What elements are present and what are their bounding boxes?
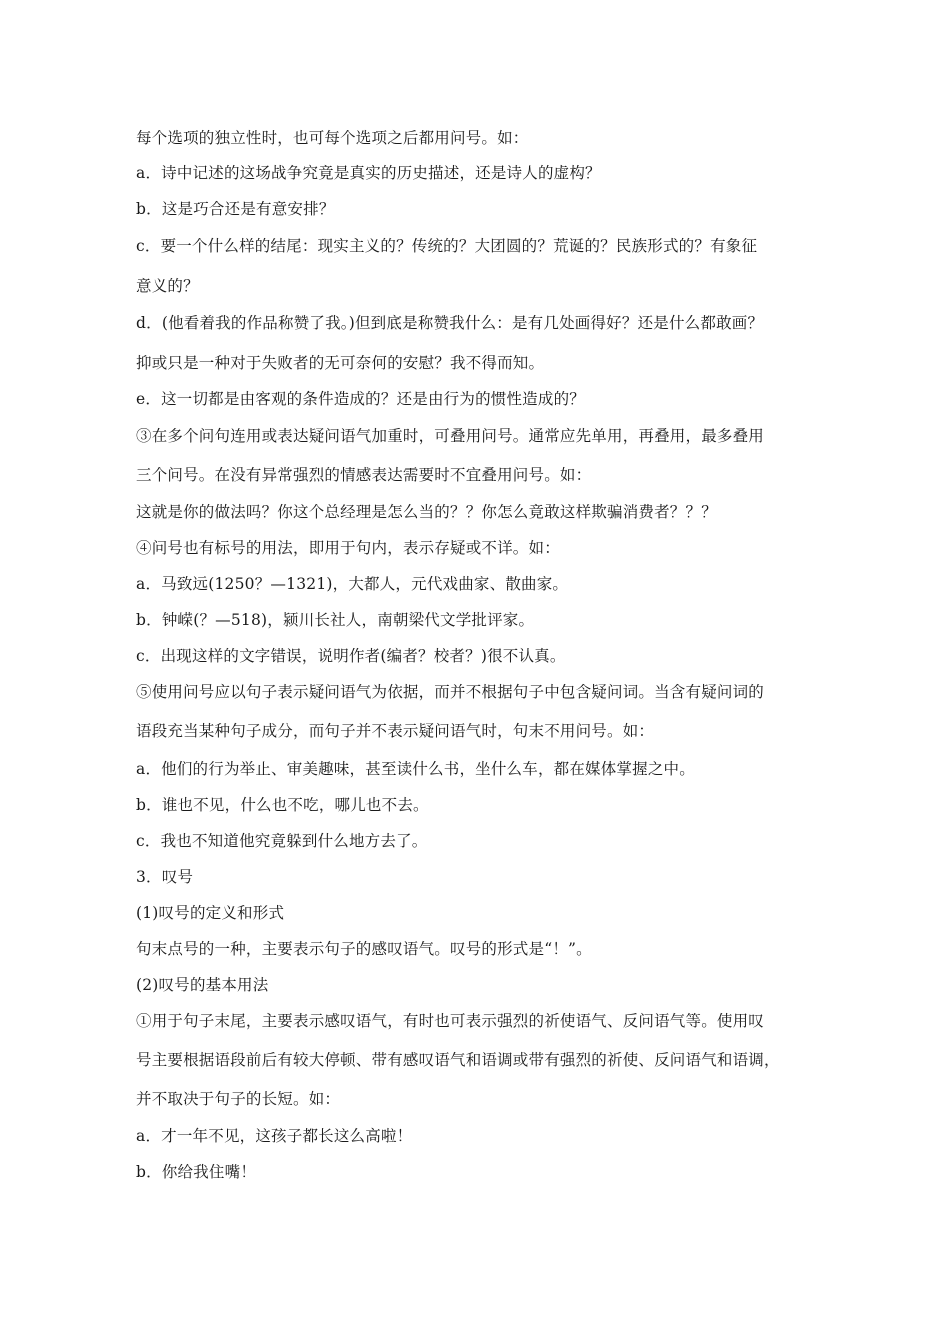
text-line: a．他们的行为举止、审美趣味，甚至读什么书，坐什么车，都在媒体掌握之中。 (136, 760, 695, 778)
text-line: 抑或只是一种对于失败者的无可奈何的安慰？我不得而知。 (136, 354, 545, 372)
text-line: a．马致远(1250？—1321)，大都人，元代戏曲家、散曲家。 (136, 575, 569, 593)
text-line: 意义的？ (136, 277, 199, 295)
text-line: (2)叹号的基本用法 (136, 976, 269, 994)
text-line: 3．叹号 (136, 868, 194, 886)
text-line: b．钟嵘(？—518)，颍川长社人，南朝梁代文学批评家。 (136, 611, 535, 629)
text-line: c．出现这样的文字错误，说明作者(编者？校者？)很不认真。 (136, 647, 566, 665)
text-line: 句末点号的一种，主要表示句子的感叹语气。叹号的形式是“！”。 (136, 940, 592, 958)
text-line: 这就是你的做法吗？你这个总经理是怎么当的？？你怎么竟敢这样欺骗消费者？？？ (136, 503, 717, 521)
text-line: e．这一切都是由客观的条件造成的？还是由行为的惯性造成的？ (136, 390, 585, 408)
text-line: a．诗中记述的这场战争究竟是真实的历史描述，还是诗人的虚构？ (136, 164, 601, 182)
text-line: (1)叹号的定义和形式 (136, 904, 285, 922)
text-line: c．要一个什么样的结尾：现实主义的？传统的？大团圆的？荒诞的？民族形式的？有象征 (136, 237, 758, 255)
text-line: 语段充当某种句子成分，而句子并不表示疑问语气时，句末不用问号。如： (136, 722, 655, 740)
text-line: ⑤使用问号应以句子表示疑问语气为依据，而并不根据句子中包含疑问词。当含有疑问词的 (136, 683, 765, 701)
text-line: 每个选项的独立性时，也可每个选项之后都用问号。如： (136, 129, 529, 147)
text-line: 并不取决于句子的长短。如： (136, 1090, 341, 1108)
text-line: ①用于句子末尾，主要表示感叹语气，有时也可表示强烈的祈使语气、反问语气等。使用叹 (136, 1012, 765, 1030)
text-line: a．才一年不见，这孩子都长这么高啦！ (136, 1127, 413, 1145)
text-line: b．谁也不见，什么也不吃，哪儿也不去。 (136, 796, 429, 814)
text-line: 三个问号。在没有异常强烈的情感表达需要时不宜叠用问号。如： (136, 466, 592, 484)
text-line: b．这是巧合还是有意安排？ (136, 200, 335, 218)
text-line: ③在多个问句连用或表达疑问语气加重时，可叠用问号。通常应先单用，再叠用，最多叠用 (136, 427, 765, 445)
text-line: d．(他看着我的作品称赞了我。)但到底是称赞我什么：是有几处画得好？还是什么都敢画？ (136, 314, 764, 332)
text-line: c．我也不知道他究竟躲到什么地方去了。 (136, 832, 428, 850)
text-line: 号主要根据语段前后有较大停顿、带有感叹语气和语调或带有强烈的祈使、反问语气和语调， (136, 1051, 780, 1069)
text-line: ④问号也有标号的用法，即用于句内，表示存疑或不详。如： (136, 539, 560, 557)
text-line: b．你给我住嘴！ (136, 1163, 257, 1181)
